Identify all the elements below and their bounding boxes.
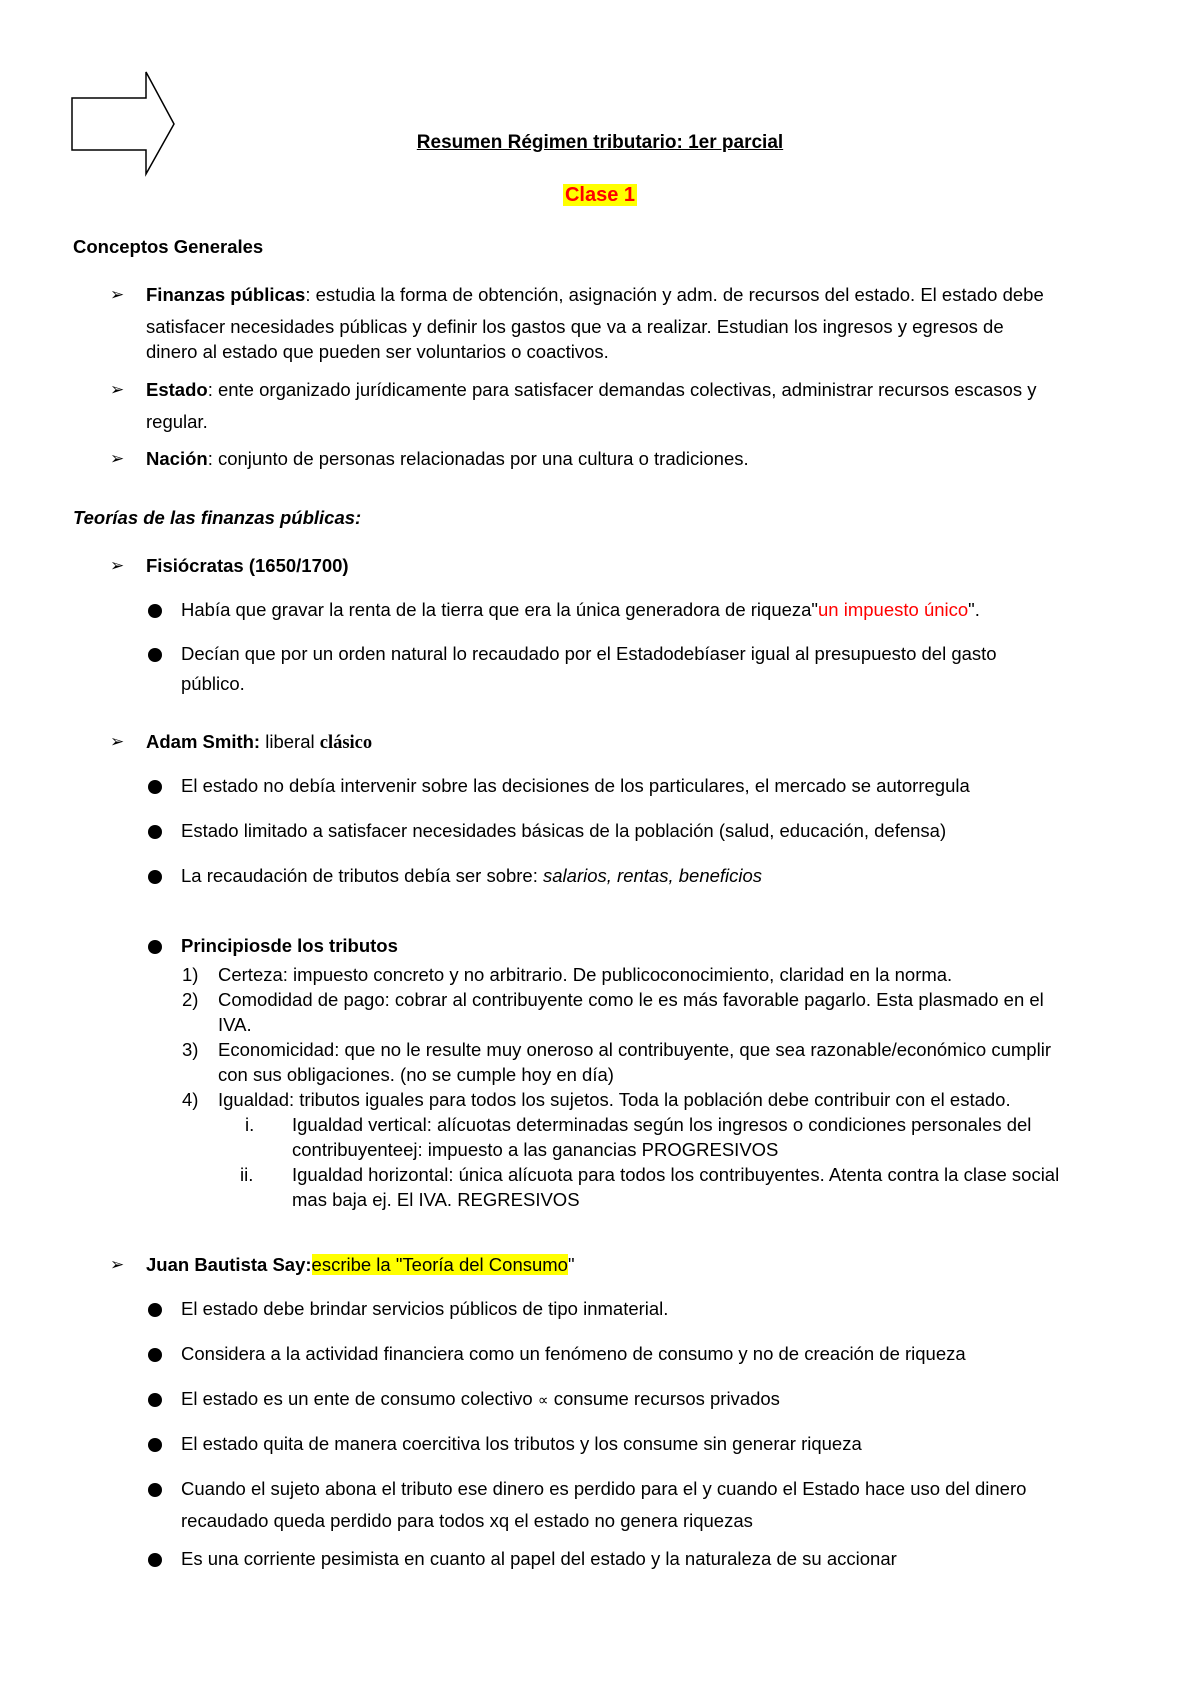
section-heading-teorias: Teorías de las finanzas públicas: [73,507,362,528]
bullet-dot-icon [148,1303,162,1317]
chevron-bullet-icon: ➢ [110,285,125,304]
bullet-dot-icon [148,1438,162,1452]
theory-smith-heading: Adam Smith: liberal clásico [146,731,373,753]
principio-number: 2) [182,989,199,1010]
concept-finanzas-line: dinero al estado que pueden ser voluntarios o coactivos. [146,341,609,362]
bullet-dot-icon [148,648,162,662]
concept-finanzas-line: satisfacer necesidades públicas y definir los gastos que va a realizar. Estudian los ingresos y egresos de [146,316,1004,337]
say-bullet: El estado es un ente de consumo colectivo ∝ consume recursos privados [181,1388,780,1409]
sub-item-number: i. [245,1114,255,1135]
principio-item: Certeza: impuesto concreto y no arbitrario. De publicoconocimiento, claridad en la norma. [218,964,953,985]
concept-estado: Estado: ente organizado jurídicamente para satisfacer demandas colectivas, administrar recursos escasos y [146,379,1037,400]
principio-item-line: IVA. [218,1014,252,1035]
bullet-dot-icon [148,825,162,839]
say-bullet: El estado debe brindar servicios públicos de tipo inmaterial. [181,1298,669,1319]
bullet-dot-icon [148,604,162,618]
say-bullet: Cuando el sujeto abona el tributo ese dinero es perdido para el y cuando el Estado hace uso del dinero [181,1478,1027,1499]
principio-item: Igualdad: tributos iguales para todos los sujetos. Toda la población debe contribuir con el estado. [218,1089,1011,1110]
proportional-symbol: ∝ [537,1392,549,1409]
say-bullet: Es una corriente pesimista en cuanto al papel del estado y la naturaleza de su accionar [181,1548,897,1569]
class-label: Clase 1 [564,184,636,206]
bullet-dot-icon [148,1393,162,1407]
say-bullet: El estado quita de manera coercitiva los tributos y los consume sin generar riqueza [181,1433,862,1454]
bullet-dot-icon [148,1483,162,1497]
smith-bullet: La recaudación de tributos debía ser sobre: salarios, rentas, beneficios [181,865,763,886]
chevron-bullet-icon: ➢ [110,449,125,468]
sub-item-number: ii. [240,1164,254,1185]
say-bullet: Considera a la actividad financiera como un fenómeno de consumo y no de creación de riqueza [181,1343,966,1364]
principio-number: 4) [182,1089,199,1110]
sub-item: Igualdad vertical: alícuotas determinadas según los ingresos o condiciones personales del [292,1114,1032,1135]
principio-number: 1) [182,964,199,985]
fisiocratas-bullet: Había que gravar la renta de la tierra que era la única generadora de riqueza"un impuesto único". [181,599,980,620]
bullet-dot-icon [148,1553,162,1567]
chevron-bullet-icon: ➢ [110,380,125,399]
section-heading-conceptos: Conceptos Generales [73,236,264,257]
theory-fisiocratas-heading: Fisiócratas (1650/1700) [146,555,349,576]
document-title: Resumen Régimen tributario: 1er parcial [416,132,784,153]
bullet-dot-icon [148,1348,162,1362]
principio-number: 3) [182,1039,199,1060]
concept-nacion: Nación: conjunto de personas relacionadas por una cultura o tradiciones. [146,448,749,469]
sub-item-line: contribuyenteej: impuesto a las ganancias PROGRESIVOS [292,1139,779,1160]
chevron-bullet-icon: ➢ [110,556,125,575]
bullet-dot-icon [148,780,162,794]
theory-say-heading: Juan Bautista Say:escribe la "Teoría del Consumo" [146,1254,575,1275]
chevron-bullet-icon: ➢ [110,1255,125,1274]
principios-heading: Principiosde los tributos [181,935,398,956]
chevron-bullet-icon: ➢ [110,732,125,751]
smith-bullet: El estado no debía intervenir sobre las decisiones de los particulares, el mercado se autorregula [181,775,970,796]
principio-item-line: con sus obligaciones. (no se cumple hoy en día) [218,1064,614,1085]
fisiocratas-bullet-line: público. [181,673,245,694]
arrow-right-icon [70,70,180,178]
concept-finanzas: Finanzas públicas: estudia la forma de obtención, asignación y adm. de recursos del estado. El estado debe [146,284,1044,305]
sub-item-line: mas baja ej. El IVA. REGRESIVOS [292,1189,580,1210]
concept-estado-line: regular. [146,411,208,432]
smith-bullet: Estado limitado a satisfacer necesidades básicas de la población (salud, educación, defensa) [181,820,947,841]
fisiocratas-bullet: Decían que por un orden natural lo recaudado por el Estadodebíaser igual al presupuesto del gasto [181,643,997,664]
bullet-dot-icon [148,940,162,954]
say-bullet-line: recaudado queda perdido para todos xq el estado no genera riquezas [181,1510,753,1531]
bullet-dot-icon [148,870,162,884]
principio-item: Comodidad de pago: cobrar al contribuyente como le es más favorable pagarlo. Esta plasmado en el [218,989,1044,1010]
sub-item: Igualdad horizontal: única alícuota para todos los contribuyentes. Atenta contra la clase social [292,1164,1060,1185]
principio-item: Economicidad: que no le resulte muy oneroso al contribuyente, que sea razonable/económico cumplir [218,1039,1051,1060]
